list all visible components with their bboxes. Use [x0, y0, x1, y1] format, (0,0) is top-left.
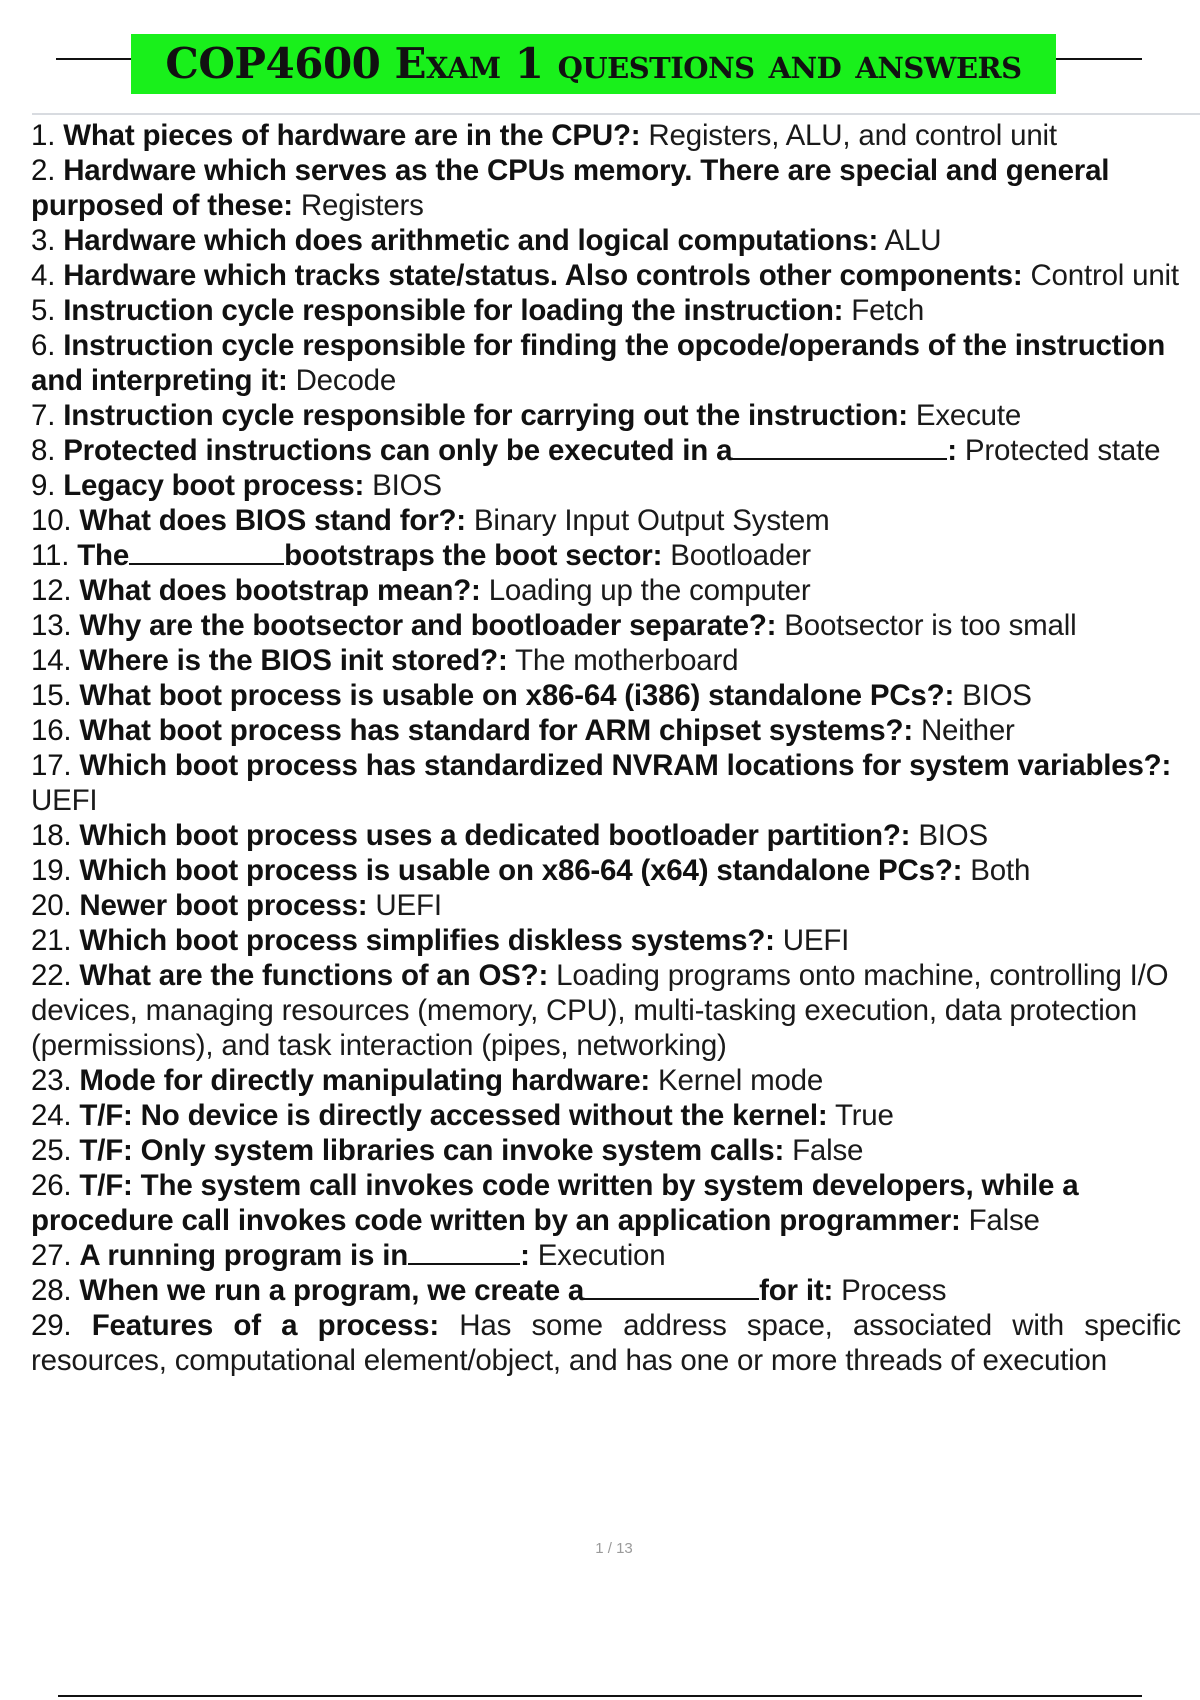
qa-number: 16.	[31, 714, 72, 747]
qa-number: 5.	[31, 294, 56, 327]
question: Why are the bootsector and bootloader separate?:	[79, 609, 777, 642]
fill-in-blank	[732, 458, 947, 460]
question: When we run a program, we create a	[79, 1274, 585, 1307]
qa-item	[31, 398, 1181, 433]
qa-number: 19.	[31, 854, 72, 887]
qa-number: 22.	[31, 959, 72, 992]
answer: Fetch	[851, 294, 925, 327]
answer: UEFI	[375, 889, 442, 922]
qa-item	[31, 503, 1181, 538]
question-suffix: :	[520, 1239, 530, 1272]
qa-number: 7.	[31, 399, 56, 432]
qa-item	[31, 293, 1181, 328]
qa-item	[31, 223, 1181, 258]
answer: UEFI	[31, 784, 98, 817]
qa-item	[31, 328, 1181, 398]
qa-number: 4.	[31, 259, 56, 292]
document-title: COP4600 Exam 1 questions and answers	[131, 34, 1056, 94]
answer: Neither	[920, 714, 1015, 747]
bottom-rule	[58, 1695, 1142, 1697]
question-suffix: bootstraps the boot sector:	[284, 539, 663, 572]
question: Where is the BIOS init stored?:	[79, 644, 508, 677]
question-suffix: for it:	[759, 1274, 834, 1307]
question: Instruction cycle responsible for loading the instruction:	[63, 294, 844, 327]
answer: Process	[841, 1274, 947, 1307]
question: A running program is in	[79, 1239, 409, 1272]
fill-in-blank	[584, 1298, 759, 1300]
qa-number: 20.	[31, 889, 72, 922]
question: Which boot process simplifies diskless systems?:	[79, 924, 775, 957]
question: What pieces of hardware are in the CPU?:	[63, 119, 641, 152]
answer: Has some address space, associated with specific resources, computational element/object, and has one or more threads of execution	[31, 1309, 1181, 1377]
answer: Registers, ALU, and control unit	[648, 119, 1057, 152]
answer: True	[834, 1099, 894, 1132]
qa-number: 11.	[31, 539, 70, 572]
answer: Bootsector is too small	[784, 609, 1077, 642]
qa-item	[31, 1308, 1181, 1378]
qa-number: 18.	[31, 819, 72, 852]
question: The	[77, 539, 130, 572]
question: What boot process is usable on x86-64 (i386) standalone PCs?:	[79, 679, 955, 712]
qa-number: 6.	[31, 329, 56, 362]
answer: False	[792, 1134, 864, 1167]
qa-item	[31, 643, 1181, 678]
question: T/F: Only system libraries can invoke system calls:	[79, 1134, 785, 1167]
answer: Binary Input Output System	[473, 504, 830, 537]
qa-item	[31, 1098, 1181, 1133]
header-divider	[32, 113, 1200, 115]
qa-number: 17.	[31, 749, 72, 782]
question: Instruction cycle responsible for finding the opcode/operands of the instruction and interpreting it:	[31, 329, 1166, 397]
qa-number: 29.	[31, 1309, 72, 1342]
answer: ALU	[884, 224, 942, 257]
qa-number: 10.	[31, 504, 72, 537]
qa-number: 2.	[31, 154, 56, 187]
qa-number: 23.	[31, 1064, 72, 1097]
answer: Registers	[300, 189, 424, 222]
qa-item	[31, 258, 1181, 293]
question: Which boot process has standardized NVRAM locations for system variables?:	[79, 749, 1172, 782]
qa-number: 8.	[31, 434, 56, 467]
answer: Bootloader	[670, 539, 811, 572]
qa-item	[31, 678, 1181, 713]
qa-item	[31, 1238, 1181, 1273]
answer: Execute	[915, 399, 1022, 432]
qa-number: 24.	[31, 1099, 72, 1132]
qa-number: 1.	[31, 119, 56, 152]
question: Legacy boot process:	[63, 469, 365, 502]
answer: BIOS	[918, 819, 989, 852]
answer: Execution	[537, 1239, 666, 1272]
qa-item	[31, 153, 1181, 223]
answer: Control unit	[1030, 259, 1179, 292]
qa-item	[31, 118, 1181, 153]
answer: BIOS	[372, 469, 442, 502]
qa-number: 21.	[31, 924, 72, 957]
fill-in-blank	[408, 1263, 520, 1265]
question-suffix: :	[947, 434, 957, 467]
question: What boot process has standard for ARM chipset systems?:	[79, 714, 913, 747]
title-bar	[56, 34, 1142, 94]
question: T/F: The system call invokes code written by system developers, while a procedure call invokes code written by an application programmer:	[31, 1169, 1079, 1237]
qa-item	[31, 853, 1181, 888]
qa-item	[31, 818, 1181, 853]
qa-number: 3.	[31, 224, 56, 257]
question: Newer boot process:	[79, 889, 368, 922]
qa-item	[31, 468, 1181, 503]
qa-item	[31, 538, 1181, 573]
qa-list	[31, 118, 1181, 1378]
qa-number: 28.	[31, 1274, 72, 1307]
qa-item	[31, 888, 1181, 923]
qa-number: 15.	[31, 679, 72, 712]
question: What are the functions of an OS?:	[79, 959, 549, 992]
qa-number: 12.	[31, 574, 72, 607]
answer: Both	[970, 854, 1031, 887]
qa-item	[31, 1133, 1181, 1168]
qa-item	[31, 1063, 1181, 1098]
answer: BIOS	[962, 679, 1032, 712]
qa-number: 27.	[31, 1239, 72, 1272]
question: Instruction cycle responsible for carrying out the instruction:	[63, 399, 908, 432]
question: Mode for directly manipulating hardware:	[79, 1064, 651, 1097]
question: T/F: No device is directly accessed without the kernel:	[79, 1099, 828, 1132]
fill-in-blank	[129, 563, 284, 565]
question: What does BIOS stand for?:	[79, 504, 466, 537]
answer: The motherboard	[515, 644, 739, 677]
qa-item	[31, 1273, 1181, 1308]
qa-item	[31, 923, 1181, 958]
qa-number: 13.	[31, 609, 72, 642]
qa-number: 26.	[31, 1169, 72, 1202]
question: Which boot process is usable on x86-64 (x64) standalone PCs?:	[79, 854, 963, 887]
qa-item	[31, 433, 1181, 468]
qa-number: 9.	[31, 469, 56, 502]
question: Which boot process uses a dedicated bootloader partition?:	[79, 819, 911, 852]
qa-number: 25.	[31, 1134, 72, 1167]
answer: Kernel mode	[658, 1064, 824, 1097]
page-indicator: 1 / 13	[595, 1540, 633, 1557]
question: Features of a process:	[91, 1309, 439, 1342]
question: Hardware which does arithmetic and logical computations:	[63, 224, 879, 257]
answer: Protected state	[964, 434, 1161, 467]
answer: False	[968, 1204, 1040, 1237]
answer: UEFI	[782, 924, 850, 957]
answer: Decode	[295, 364, 397, 397]
question: Protected instructions can only be executed in a	[63, 434, 733, 467]
qa-item	[31, 748, 1181, 818]
answer: Loading programs onto machine, controlling I/O devices, managing resources (memory, CPU), multi-tasking execution, data protection (permissions), and task interaction (pipes, networking)	[31, 959, 1169, 1062]
qa-item	[31, 713, 1181, 748]
answer: Loading up the computer	[488, 574, 811, 607]
question: What does bootstrap mean?:	[79, 574, 481, 607]
qa-number: 14.	[31, 644, 72, 677]
qa-item	[31, 1168, 1181, 1238]
qa-item	[31, 573, 1181, 608]
question: Hardware which tracks state/status. Also controls other components:	[63, 259, 1023, 292]
qa-item	[31, 958, 1181, 1063]
question: Hardware which serves as the CPUs memory. There are special and general purposed of these:	[31, 154, 1110, 222]
qa-item	[31, 608, 1181, 643]
